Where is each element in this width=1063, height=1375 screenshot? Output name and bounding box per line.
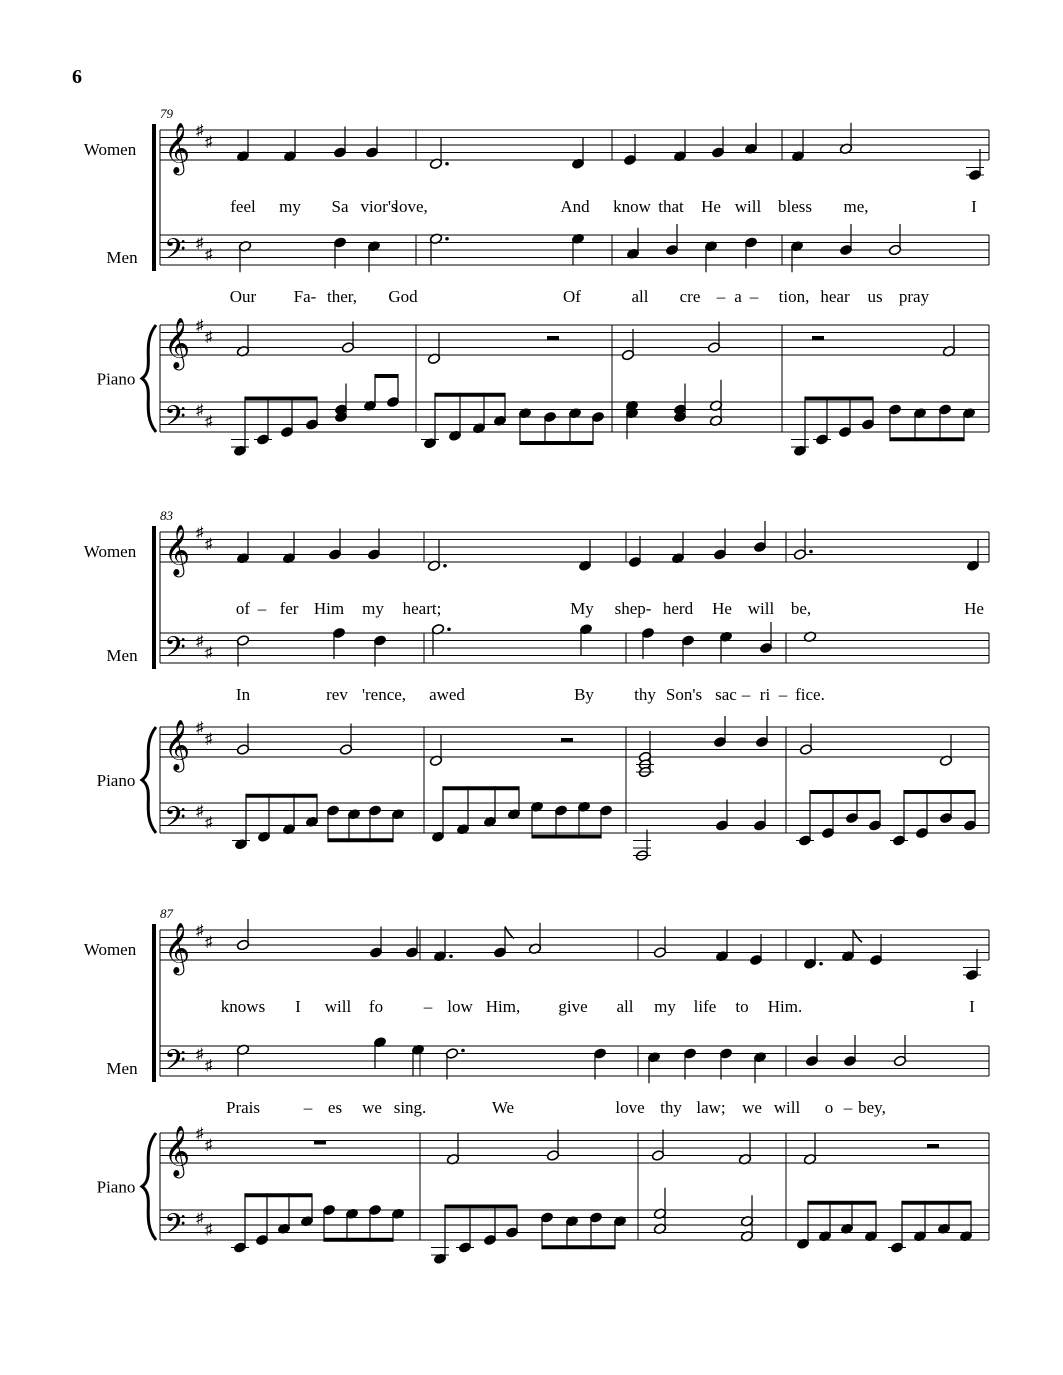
men-lyric: – — [303, 1098, 313, 1117]
women-lyric: will — [734, 197, 762, 216]
men-lyric: us — [867, 287, 883, 306]
men-lyric: fice. — [795, 685, 825, 704]
men-lyric: 'rence, — [361, 685, 407, 704]
page-number: 6 — [72, 66, 82, 88]
treble-clef-icon: 𝄞 — [164, 923, 191, 973]
sharp-icon: ♯ — [205, 644, 213, 661]
men-lyric: pray — [898, 287, 930, 306]
women-lyric: He — [964, 599, 984, 618]
women-lyric: will — [747, 599, 775, 618]
women-lyric: – — [423, 997, 433, 1016]
part-name-piano: Piano — [96, 1177, 136, 1197]
treble-clef-icon: 𝄞 — [164, 1126, 191, 1176]
bass-clef-icon: 𝄢 — [164, 1210, 186, 1247]
women-lyric: know — [613, 197, 651, 216]
women-lyric: I — [971, 197, 977, 216]
piano-brace — [142, 727, 156, 833]
women-lyric: all — [616, 997, 634, 1016]
women-staff — [160, 130, 989, 160]
women-lyric: bless — [778, 197, 812, 216]
part-name-women: Women — [83, 940, 137, 959]
sharp-icon: ♯ — [205, 1221, 213, 1238]
sharp-icon: ♯ — [196, 402, 204, 419]
men-lyric: thy — [660, 1098, 682, 1117]
women-lyric: Him — [313, 599, 345, 618]
sharp-icon: ♯ — [196, 1046, 204, 1063]
whole-rest — [314, 1141, 326, 1145]
men-lyric: – — [741, 685, 751, 704]
women-lyric: shep- — [614, 599, 652, 618]
sharp-icon: ♯ — [205, 1137, 213, 1154]
sharp-icon: ♯ — [196, 923, 204, 939]
bass-clef-icon: 𝄢 — [164, 402, 186, 439]
beam — [324, 1238, 393, 1242]
beam — [445, 1205, 517, 1209]
sharp-icon: ♯ — [205, 413, 213, 430]
sharp-icon: ♯ — [196, 1126, 204, 1142]
men-lyric: Our — [229, 287, 257, 306]
choir-bracket — [152, 924, 156, 1082]
beam — [810, 790, 880, 794]
sharp-icon: ♯ — [196, 720, 204, 736]
bass-clef-icon: 𝄢 — [164, 1046, 186, 1083]
piano-rh-staff — [160, 1133, 989, 1163]
men-lyric: all — [631, 287, 649, 306]
men-staff — [160, 1046, 989, 1076]
sharp-icon: ♯ — [196, 235, 204, 252]
men-lyric: By — [574, 685, 594, 704]
men-lyric: tion, — [778, 287, 810, 306]
sharp-icon: ♯ — [205, 1057, 213, 1074]
women-lyric: I — [295, 997, 301, 1016]
men-lyric: Son's — [665, 685, 703, 704]
augmentation-dot — [447, 627, 451, 631]
sharp-icon: ♯ — [205, 246, 213, 263]
women-lyric: me, — [843, 197, 869, 216]
men-lyric: In — [235, 685, 251, 704]
men-lyric: awed — [429, 685, 465, 704]
sharp-icon: ♯ — [196, 803, 204, 820]
part-name-piano: Piano — [96, 369, 136, 389]
men-lyric: Of — [563, 287, 581, 306]
measure-number: 83 — [160, 508, 173, 523]
part-name-men: Men — [106, 1059, 138, 1078]
men-lyric: Fa- — [293, 287, 317, 306]
sharp-icon: ♯ — [205, 731, 213, 748]
augmentation-dot — [449, 954, 453, 958]
part-name-women: Women — [83, 140, 137, 159]
part-name-piano: Piano — [96, 771, 136, 790]
women-lyric: Him, — [485, 997, 521, 1016]
beam — [890, 437, 964, 441]
women-lyric: my — [654, 997, 676, 1016]
men-lyric: will — [773, 1098, 801, 1117]
augmentation-dot — [445, 162, 449, 166]
women-lyric: heart; — [402, 599, 442, 618]
men-lyric: God — [388, 287, 418, 306]
treble-clef-icon: 𝄞 — [164, 123, 191, 173]
men-lyric: sing. — [393, 1098, 427, 1117]
augmentation-dot — [443, 564, 447, 568]
treble-clef-icon: 𝄞 — [164, 318, 191, 368]
half-rest — [812, 336, 824, 340]
beam — [245, 397, 317, 401]
treble-clef-icon: 𝄞 — [164, 525, 191, 575]
women-lyric: of — [235, 599, 251, 618]
part-name-men: Men — [106, 646, 138, 665]
men-lyric: ther, — [327, 287, 357, 306]
men-lyric: – — [749, 287, 759, 306]
women-lyric: knows — [220, 997, 266, 1016]
men-lyric: ri — [759, 685, 771, 704]
men-lyric: cre — [679, 287, 701, 306]
sharp-icon: ♯ — [196, 525, 204, 541]
men-lyric: hear — [820, 287, 850, 306]
sharp-icon: ♯ — [205, 329, 213, 346]
women-lyric: feel — [230, 197, 256, 216]
augmentation-dot — [445, 237, 449, 241]
beam — [375, 374, 398, 378]
eighth-flag — [505, 927, 514, 939]
men-lyric: rev — [326, 685, 348, 704]
part-name-women: Women — [83, 542, 137, 561]
sharp-icon: ♯ — [205, 934, 213, 951]
men-lyric: we — [742, 1098, 762, 1117]
augmentation-dot — [461, 1049, 465, 1053]
sharp-icon: ♯ — [205, 536, 213, 553]
women-lyric: fer — [279, 599, 299, 618]
bass-clef-icon: 𝄢 — [164, 803, 186, 840]
piano-rh-staff — [160, 325, 989, 355]
beam — [902, 1201, 971, 1205]
bass-clef-icon: 𝄢 — [164, 235, 186, 272]
beam — [808, 1201, 876, 1205]
bass-clef-icon: 𝄢 — [164, 633, 186, 670]
men-lyric: we — [362, 1098, 382, 1117]
treble-clef-icon: 𝄞 — [164, 720, 191, 770]
women-lyric: to — [735, 997, 749, 1016]
men-lyric: thy — [634, 685, 656, 704]
half-rest — [927, 1144, 939, 1148]
women-lyric: My — [570, 599, 594, 618]
beam — [246, 794, 317, 798]
sharp-icon: ♯ — [196, 633, 204, 650]
men-lyric: – — [716, 287, 726, 306]
men-lyric: es — [327, 1098, 343, 1117]
measure-number: 87 — [160, 906, 173, 921]
augmentation-dot — [809, 550, 813, 554]
men-lyric: bey, — [858, 1098, 886, 1117]
women-lyric: Him. — [767, 997, 803, 1016]
women-lyric: And — [560, 197, 590, 216]
sharp-icon: ♯ — [205, 134, 213, 151]
men-lyric: – — [778, 685, 788, 704]
women-lyric: life — [693, 997, 717, 1016]
sharp-icon: ♯ — [196, 318, 204, 334]
women-lyric: my — [279, 197, 301, 216]
women-lyric: give — [558, 997, 588, 1016]
part-name-men: Men — [106, 248, 138, 267]
women-lyric: He — [701, 197, 721, 216]
women-lyric: love, — [394, 197, 428, 216]
women-lyric: that — [658, 197, 684, 216]
men-lyric: sac — [715, 685, 737, 704]
sharp-icon: ♯ — [196, 1210, 204, 1227]
men-lyric: Prais — [226, 1098, 260, 1117]
women-staff — [160, 930, 989, 960]
women-lyric: herd — [662, 599, 694, 618]
women-lyric: Sa — [331, 197, 349, 216]
women-lyric: He — [712, 599, 732, 618]
eighth-flag — [853, 930, 862, 942]
sharp-icon: ♯ — [196, 123, 204, 139]
beam — [904, 790, 975, 794]
men-lyric: o — [824, 1098, 834, 1117]
women-lyric: low — [447, 997, 473, 1016]
piano-rh-staff — [160, 727, 989, 757]
sharp-icon: ♯ — [205, 814, 213, 831]
women-lyric: – — [257, 599, 267, 618]
beam — [245, 1193, 312, 1197]
women-lyric: be, — [790, 599, 812, 618]
beam — [328, 838, 393, 842]
beam — [435, 393, 505, 397]
half-rest — [561, 738, 573, 742]
women-lyric: fo — [368, 997, 384, 1016]
women-lyric: will — [324, 997, 352, 1016]
measure-number: 79 — [160, 106, 173, 121]
women-lyric: vior's — [360, 197, 398, 216]
choir-bracket — [152, 124, 156, 271]
piano-brace — [142, 1133, 156, 1240]
augmentation-dot — [819, 962, 823, 966]
choir-bracket — [152, 526, 156, 669]
men-lyric: – — [843, 1098, 853, 1117]
women-lyric: my — [362, 599, 384, 618]
beam — [443, 786, 519, 790]
men-lyric: We — [491, 1098, 515, 1117]
half-rest — [547, 336, 559, 340]
women-lyric: I — [969, 997, 975, 1016]
beam — [532, 835, 601, 839]
beam — [520, 441, 593, 445]
men-staff — [160, 633, 989, 663]
beam — [805, 397, 873, 401]
piano-brace — [142, 325, 156, 432]
men-lyric: law; — [696, 1098, 726, 1117]
men-lyric: a — [734, 287, 742, 306]
beam — [542, 1245, 615, 1249]
men-lyric: love — [615, 1098, 645, 1117]
